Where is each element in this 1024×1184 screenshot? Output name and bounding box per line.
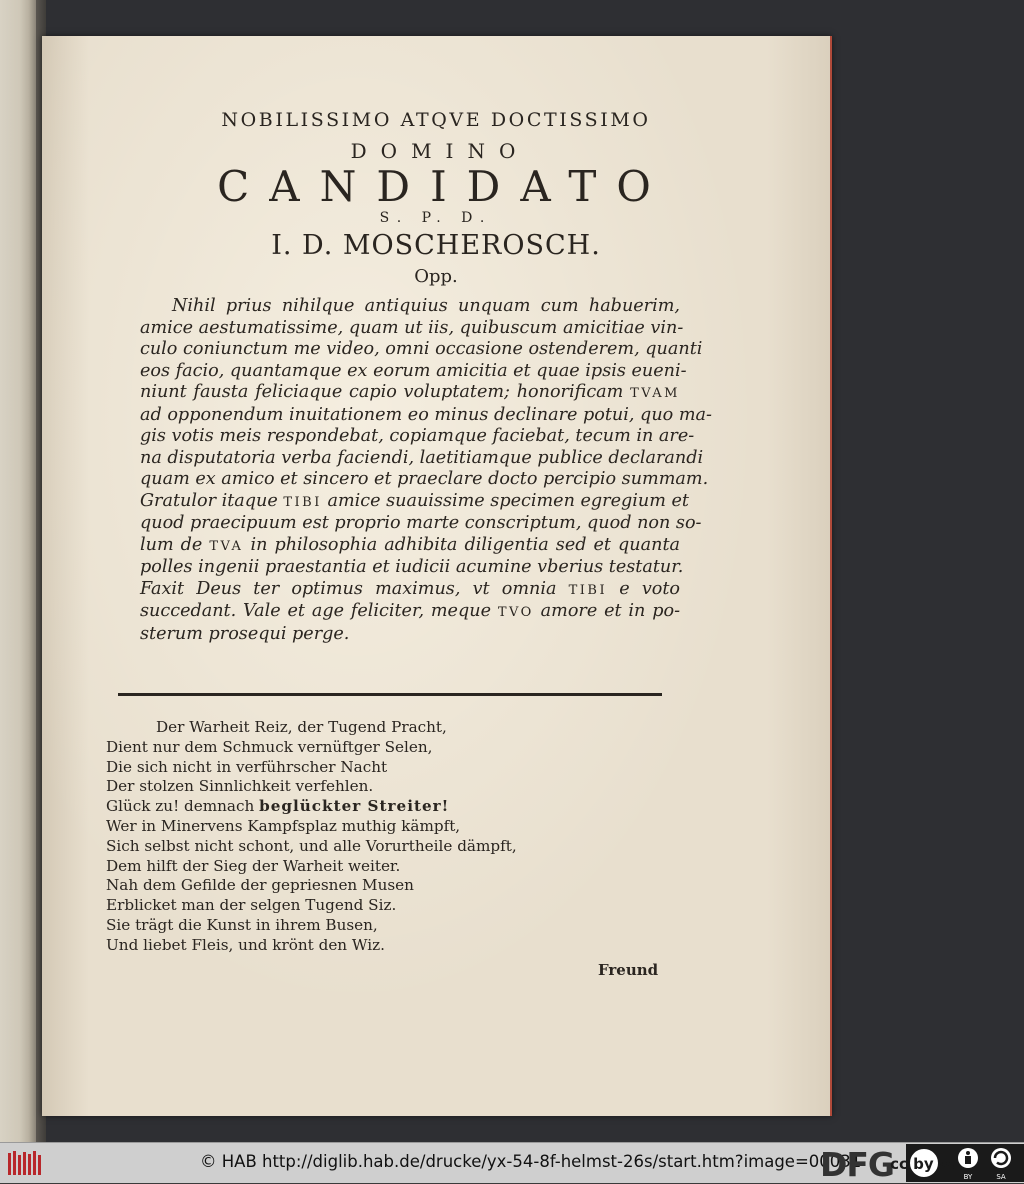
- latin-text: amore et in po-: [540, 601, 681, 621]
- hab-logo-icon[interactable]: [6, 1149, 46, 1177]
- verse-line: Erblicket man der selgen Tugend Siz.: [106, 896, 397, 915]
- latin-line: [140, 601, 680, 624]
- verse-line: Die sich nicht in verführscher Nacht: [106, 757, 388, 776]
- latin-text: lum de: [140, 534, 203, 555]
- latin-text: succedant. Vale et age feliciter, meque: [140, 601, 491, 621]
- dfg-logo[interactable]: DFG: [820, 1145, 895, 1184]
- verse-line: Dem hilft der Sieg der Warheit weiter.: [106, 856, 401, 875]
- previous-page-edge: [0, 0, 36, 1142]
- latin-line: [140, 490, 689, 514]
- latin-line: Nihil prius nihilque antiquius unquam cum habuerim,: [172, 296, 680, 316]
- verse-line: Nah dem Gefilde der gepriesnen Musen: [106, 876, 414, 895]
- cc-logo-text: cc by sa: [890, 1155, 958, 1173]
- latin-line: quod praecipuum est proprio marte conscriptum, quod non so-: [140, 513, 702, 533]
- latin-line: gis votis meis respondebat, copiamque faciebat, tecum in are-: [140, 426, 695, 446]
- verse-line: Der stolzen Sinnlichkeit verfehlen.: [106, 777, 374, 796]
- latin-line: culo coniunctum me video, omni occasione ostenderem, quanti: [140, 339, 703, 359]
- verse-line: Und liebet Fleis, und krönt den Wiz.: [106, 935, 385, 954]
- heading-domino: DOMINO: [350, 139, 530, 163]
- verse-line: Der Warheit Reiz, der Tugend Pracht,: [156, 718, 447, 736]
- verse-line: Dient nur dem Schmuck vernüftger Selen,: [106, 737, 433, 756]
- by-label: BY: [963, 1173, 973, 1181]
- verse-line: [106, 797, 606, 817]
- latin-text: in philosophia adhibita diligentia sed et quanta: [250, 534, 681, 555]
- latin-text: amice suauissime specimen egregium et: [327, 490, 689, 511]
- latin-line: sterum prosequi perge.: [140, 623, 350, 644]
- latin-line: polles ingenii praestantia et iudicii acumine vberius testatur.: [140, 557, 684, 577]
- verse-line: Wer in Minervens Kampfsplaz muthig kämpft,: [106, 816, 461, 835]
- verse-line: Sie trägt die Kunst in ihrem Busen,: [106, 915, 378, 934]
- latin-text: Faxit Deus ter optimus maximus, vt omnia: [140, 578, 557, 599]
- latin-line: eos facio, quantamque ex eorum amicitia et quae ipsis eueni-: [140, 360, 687, 381]
- verse-emphasis: beglückter Streiter!: [259, 797, 450, 816]
- copyright-link[interactable]: © HAB http://diglib.hab.de/drucke/yx-54-8f-helmst-26s/start.htm?image=00031: [200, 1152, 862, 1171]
- latin-letter-body: [140, 296, 712, 645]
- german-verse: [106, 718, 606, 956]
- latin-smallcaps: TIBI: [568, 582, 608, 598]
- latin-smallcaps: TIBI: [283, 494, 322, 510]
- heading-line-1: NOBILISSIMO ATQVE DOCTISSIMO: [221, 109, 651, 131]
- latin-smallcaps: TVA: [209, 538, 244, 554]
- latin-line: [140, 535, 680, 558]
- latin-line: ad opponendum inuitationem eo minus declinare potui, quo ma-: [140, 404, 712, 425]
- verse-line: Sich selbst nicht schont, und alle Vorurtheile dämpft,: [106, 836, 517, 855]
- latin-text: niunt fausta feliciaque capio voluptatem; honorificam: [140, 382, 624, 402]
- latin-line: amice aestumatissime, quam ut iis, quibuscum amicitiae vin-: [140, 317, 684, 338]
- verse-text: Glück zu! demnach: [106, 797, 255, 816]
- heading-author: I. D. MOSCHEROSCH.: [271, 230, 601, 261]
- section-divider-rule: [118, 693, 662, 696]
- heading-opp: Opp.: [414, 266, 458, 287]
- sa-label: SA: [996, 1173, 1006, 1181]
- latin-smallcaps: TVAM: [630, 386, 680, 401]
- heading-spd: S. P. D.: [379, 210, 493, 226]
- latin-line: na disputatoria verba faciendi, laetitiamque publice declarandi: [140, 447, 704, 468]
- cc-by-sa-license-icon[interactable]: [890, 1144, 1024, 1182]
- document-page: [42, 36, 832, 1116]
- latin-line: quam ex amico et sincero et praeclare docto percipio summam.: [140, 469, 709, 489]
- latin-line: [140, 579, 680, 602]
- latin-text: e voto: [619, 578, 681, 599]
- latin-line: [140, 382, 680, 405]
- latin-text: Gratulor itaque: [140, 490, 278, 511]
- viewer-footer: [0, 1142, 1024, 1183]
- catchword: Freund: [598, 961, 659, 979]
- heading-candidato: CANDIDATO: [217, 162, 671, 211]
- latin-smallcaps: TVO: [497, 605, 534, 620]
